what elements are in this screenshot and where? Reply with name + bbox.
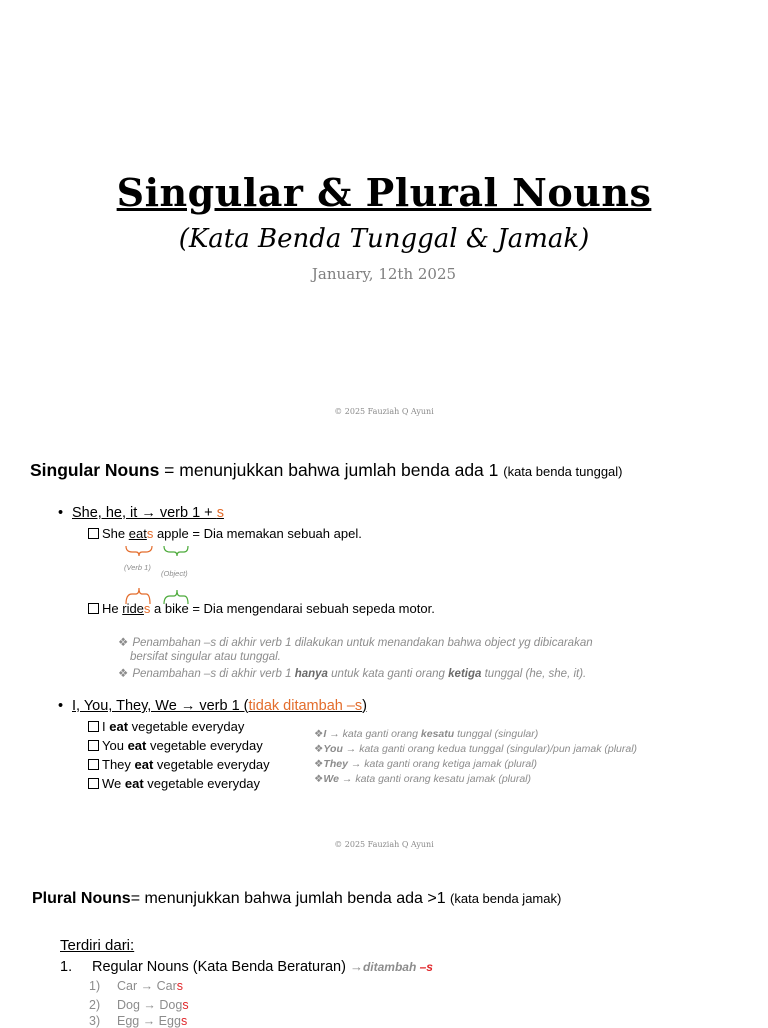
note-third-person: [118, 667, 586, 681]
example-verb: eat: [134, 757, 154, 772]
ex2-subject: He: [102, 601, 123, 616]
note2-part-a: Penambahan –s di akhir verb 1: [132, 668, 295, 680]
sub-item-text: Egg → Egg: [117, 1014, 181, 1028]
note-suffix-purpose: [118, 636, 593, 664]
diamond-bullet-icon: ❖: [118, 637, 129, 649]
plural-heading-rest: = menunjukkan bahwa jumlah benda ada >1: [130, 890, 451, 907]
example-row: [88, 738, 263, 753]
example-verb: eat: [124, 776, 144, 791]
page-title: Singular & Plural Nouns: [116, 170, 652, 215]
example-he-rides: [88, 601, 435, 616]
sub-item-suffix: s: [176, 979, 183, 993]
plural-heading: [32, 890, 561, 908]
sub-item-suffix: s: [182, 998, 189, 1012]
sub-item-text: Dog → Dog: [117, 998, 183, 1012]
pronoun-note: [314, 728, 538, 740]
checkbox-square-icon: [88, 778, 99, 789]
pronoun-label: They: [323, 758, 348, 770]
pronoun-desc-end: tunggal (singular): [454, 728, 539, 740]
sub-item: [89, 998, 189, 1012]
pronoun-note: [314, 743, 637, 755]
checkbox-square-icon: [88, 759, 99, 770]
sub-item-number: 3): [89, 1014, 101, 1028]
diamond-bullet-icon: ❖: [314, 743, 324, 755]
example-rest: vegetable everyday: [143, 776, 261, 791]
note2-part-e: tunggal (he, she, it).: [481, 668, 587, 680]
bullet2-part-b: tidak ditambah –s: [248, 698, 363, 714]
object-brace-top-icon: [164, 546, 188, 556]
singular-heading: [30, 460, 623, 481]
pronoun-label: We: [323, 773, 339, 785]
pronoun-label: I: [323, 728, 327, 740]
bullet-dot-icon: •: [58, 698, 64, 714]
date-text: January, 12th 2025: [311, 265, 457, 283]
ex1-rest: apple = Dia memakan sebuah apel.: [153, 526, 362, 541]
terdiri-label: Terdiri dari:: [60, 937, 135, 954]
bullet-she-he-it: [58, 505, 224, 521]
copyright-text: © 2025 Fauziah Q Ayuni: [334, 840, 434, 849]
checkbox-square-icon: [88, 721, 99, 732]
ex2-verb: ride: [122, 601, 144, 616]
pronoun-label: You: [323, 743, 343, 755]
diamond-bullet-icon: ❖: [314, 728, 324, 740]
example-she-eats: [88, 526, 362, 541]
checkbox-square-icon: [88, 603, 99, 614]
diamond-bullet-icon: ❖: [314, 758, 324, 770]
note2-part-d: ketiga: [448, 668, 482, 680]
copyright-text: © 2025 Fauziah Q Ayuni: [334, 407, 434, 416]
plural-heading-small: (kata benda jamak): [450, 891, 562, 906]
bullet2-part-a: I, You, They, We → verb 1 (: [72, 698, 249, 714]
pronoun-note: [314, 758, 537, 770]
note2-part-b: hanya: [294, 668, 328, 680]
ex1-verb: eat: [128, 526, 147, 541]
singular-heading-small: (kata benda tunggal): [503, 464, 623, 479]
pronoun-desc: → kata ganti orang kesatu jamak (plural): [338, 773, 531, 785]
diamond-bullet-icon: ❖: [314, 773, 324, 785]
example-rest: vegetable everyday: [128, 719, 245, 734]
example-row: [88, 757, 270, 772]
ex2-suffix: s: [143, 601, 151, 616]
item1-suffix: –s: [419, 960, 433, 974]
label-verb1: (Verb 1): [124, 563, 151, 572]
ex1-suffix: s: [146, 526, 154, 541]
item1-note: ditambah: [362, 960, 420, 974]
pronoun-desc: → kata ganti orang kedua tunggal (singular)/pun jamak (plural): [342, 743, 638, 755]
bullet1-s-suffix: s: [216, 505, 224, 521]
example-row: [88, 776, 260, 791]
pronoun-desc: → kata ganti orang ketiga jamak (plural): [347, 758, 538, 770]
singular-heading-bold: Singular Nouns: [30, 460, 160, 480]
plural-heading-bold: Plural Nouns: [32, 890, 131, 907]
example-rest: vegetable everyday: [153, 757, 270, 772]
example-subject: You: [102, 738, 128, 753]
sub-item-number: 2): [89, 998, 101, 1012]
bullet-i-you-they-we: [58, 698, 367, 714]
note1-line2: bersifat singular atau tunggal.: [130, 651, 281, 663]
example-subject: We: [102, 776, 125, 791]
page-subtitle: (Kata Benda Tunggal & Jamak): [178, 224, 590, 254]
example-row: [88, 719, 244, 734]
list-item-regular-nouns: [60, 959, 433, 975]
example-verb: eat: [109, 719, 129, 734]
ex1-subject: She: [102, 526, 129, 541]
note1-line1: Penambahan –s di akhir verb 1 dilakukan untuk menandakan bahwa object yg dibicarakan: [132, 637, 593, 649]
sub-item: [89, 979, 183, 993]
list-number: 1.: [60, 959, 73, 975]
bullet2-part-c: ): [362, 698, 368, 714]
example-subject: They: [102, 757, 135, 772]
sub-item-text: Car → Car: [117, 979, 177, 993]
bullet1-main-text: She, he, it → verb 1 +: [72, 505, 217, 521]
example-rest: vegetable everyday: [146, 738, 263, 753]
pronoun-desc: → kata ganti orang: [326, 728, 421, 740]
singular-heading-rest: = menunjukkan bahwa jumlah benda ada 1: [159, 460, 504, 480]
pronoun-note: [314, 773, 531, 785]
checkbox-square-icon: [88, 740, 99, 751]
bullet-dot-icon: •: [58, 505, 64, 521]
sub-item-suffix: s: [180, 1014, 188, 1028]
diamond-bullet-icon: ❖: [118, 668, 129, 680]
example-subject: I: [102, 719, 110, 734]
sub-item-number: 1): [89, 979, 101, 993]
item1-text: Regular Nouns (Kata Benda Beraturan): [92, 959, 350, 975]
sub-item: [89, 1014, 187, 1028]
label-object: (Object): [161, 569, 188, 578]
checkbox-square-icon: [88, 528, 99, 539]
arrow-right-icon: →: [349, 959, 363, 974]
note2-part-c: untuk kata ganti orang: [327, 668, 449, 680]
pronoun-emph: kesatu: [420, 728, 455, 740]
ex2-rest: a bike = Dia mengendarai sebuah sepeda motor.: [150, 601, 435, 616]
verb-brace-top-icon: [126, 546, 152, 556]
example-verb: eat: [127, 738, 147, 753]
